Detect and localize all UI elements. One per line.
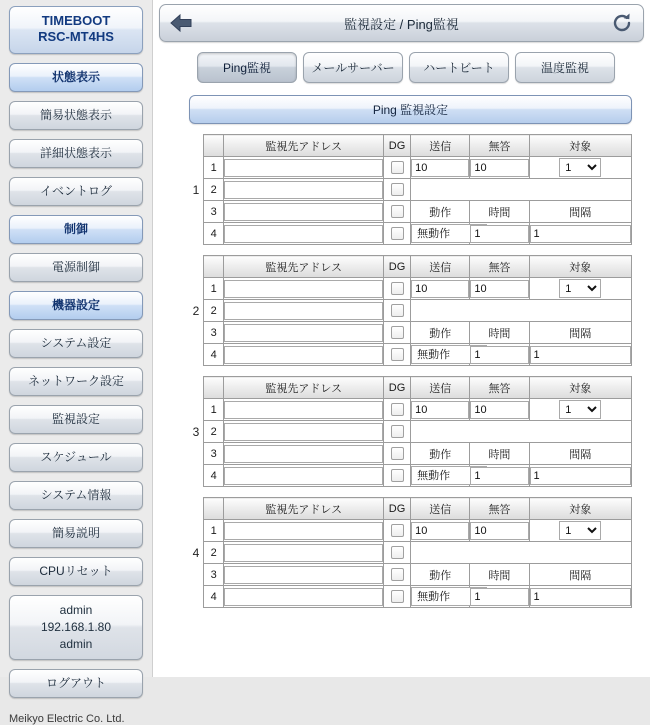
ping-block — [189, 497, 632, 608]
table-header-row — [204, 256, 632, 278]
address-input[interactable] — [224, 159, 382, 177]
address-input[interactable] — [224, 544, 382, 562]
table-row — [204, 421, 632, 443]
brand-line1: TIMEBOOT — [41, 13, 111, 28]
action-select-cell — [411, 586, 470, 608]
account-name: admin — [59, 636, 93, 651]
target-select-cell — [529, 399, 631, 421]
header-time: 時間 — [470, 443, 529, 465]
company-footer: Meikyo Electric Co. Ltd. — [9, 712, 125, 725]
target-select-cell — [529, 157, 631, 179]
dg-checkbox[interactable] — [383, 564, 410, 586]
row-number: 4 — [204, 465, 224, 487]
header-target: 対象 — [529, 498, 631, 520]
header-blank — [204, 256, 224, 278]
table-row — [204, 322, 632, 344]
sidebar-brand — [9, 6, 143, 54]
header-address: 監視先アドレス — [224, 498, 383, 520]
header-target: 対象 — [529, 377, 631, 399]
sidebar-section-status[interactable]: 状態表示 — [9, 63, 143, 92]
row-number: 3 — [204, 564, 224, 586]
dg-checkbox[interactable] — [383, 542, 410, 564]
address-input[interactable] — [224, 203, 382, 221]
account-ip: 192.168.1.80 — [40, 619, 112, 634]
send-input[interactable] — [411, 522, 469, 540]
ping-table — [203, 255, 632, 366]
ping-table — [203, 497, 632, 608]
block-index: 4 — [192, 545, 200, 560]
header-dg: DG — [383, 377, 410, 399]
row-number: 3 — [204, 443, 224, 465]
row-number: 2 — [204, 421, 224, 443]
dg-checkbox[interactable] — [383, 520, 410, 542]
back-arrow-icon[interactable] — [168, 12, 194, 34]
address-input[interactable] — [224, 181, 382, 199]
logout-button[interactable]: ログアウト — [9, 669, 143, 698]
empty-cell — [411, 542, 632, 564]
row-number: 2 — [204, 300, 224, 322]
action-select-cell — [411, 344, 470, 366]
sidebar-item-cpu-reset[interactable]: CPUリセット — [9, 557, 143, 586]
interval-input[interactable] — [530, 225, 631, 243]
noreply-input[interactable] — [470, 159, 528, 177]
interval-input[interactable] — [530, 467, 631, 485]
header-action: 動作 — [411, 322, 470, 344]
empty-cell — [411, 300, 632, 322]
table-row — [204, 300, 632, 322]
table-header-row — [204, 377, 632, 399]
tab-bar — [153, 42, 650, 83]
sidebar-item-network-settings[interactable]: ネットワーク設定 — [9, 367, 143, 396]
table-row — [204, 179, 632, 201]
dg-checkbox[interactable] — [383, 443, 410, 465]
account-info-panel — [9, 595, 143, 660]
row-number: 3 — [204, 322, 224, 344]
dg-checkbox[interactable] — [383, 421, 410, 443]
page-header — [159, 4, 644, 42]
tab-heartbeat[interactable]: ハートビート — [409, 52, 509, 83]
target-select[interactable] — [559, 400, 601, 419]
row-number: 1 — [204, 157, 224, 179]
send-input[interactable] — [411, 159, 469, 177]
tab-mail-server[interactable]: メールサーバー — [303, 52, 403, 83]
header-noreply: 無答 — [470, 377, 529, 399]
ping-block — [189, 255, 632, 366]
row-number: 1 — [204, 278, 224, 300]
block-index: 1 — [192, 182, 200, 197]
header-interval: 間隔 — [529, 201, 631, 223]
row-number: 2 — [204, 542, 224, 564]
target-select[interactable] — [559, 279, 601, 298]
dg-checkbox[interactable] — [383, 586, 410, 608]
block-index: 3 — [192, 424, 200, 439]
header-address: 監視先アドレス — [224, 256, 383, 278]
header-interval: 間隔 — [529, 443, 631, 465]
header-send: 送信 — [411, 377, 470, 399]
noreply-input[interactable] — [470, 522, 528, 540]
target-select-cell — [529, 278, 631, 300]
empty-cell — [411, 179, 632, 201]
table-row — [204, 399, 632, 421]
time-input[interactable] — [470, 467, 528, 485]
row-number: 4 — [204, 586, 224, 608]
header-blank — [204, 135, 224, 157]
row-number: 1 — [204, 520, 224, 542]
dg-checkbox[interactable] — [383, 223, 410, 245]
header-action: 動作 — [411, 443, 470, 465]
time-input[interactable] — [470, 225, 528, 243]
header-interval: 間隔 — [529, 322, 631, 344]
address-input[interactable] — [224, 467, 382, 485]
action-select-cell — [411, 223, 470, 245]
table-row — [204, 344, 632, 366]
main-content — [152, 0, 650, 677]
table-row — [204, 586, 632, 608]
sidebar-item-event-log[interactable]: イベントログ — [9, 177, 143, 206]
header-noreply: 無答 — [470, 256, 529, 278]
noreply-input[interactable] — [470, 280, 528, 298]
dg-checkbox[interactable] — [383, 179, 410, 201]
header-send: 送信 — [411, 135, 470, 157]
address-input[interactable] — [224, 225, 382, 243]
row-number: 1 — [204, 399, 224, 421]
table-row — [204, 465, 632, 487]
tab-ping-monitor[interactable]: Ping監視 — [197, 52, 297, 83]
table-row — [204, 443, 632, 465]
address-input[interactable] — [224, 522, 382, 540]
header-noreply: 無答 — [470, 135, 529, 157]
table-row — [204, 223, 632, 245]
ping-table — [203, 134, 632, 245]
table-header-row — [204, 135, 632, 157]
sidebar — [0, 0, 152, 725]
dg-checkbox[interactable] — [383, 465, 410, 487]
sidebar-section-control[interactable]: 制御 — [9, 215, 143, 244]
empty-cell — [411, 421, 632, 443]
sidebar-item-power-control[interactable]: 電源制御 — [9, 253, 143, 282]
header-address: 監視先アドレス — [224, 377, 383, 399]
header-dg: DG — [383, 498, 410, 520]
tab-temperature-monitor[interactable]: 温度監視 — [515, 52, 615, 83]
address-input[interactable] — [224, 302, 382, 320]
address-input[interactable] — [224, 566, 382, 584]
address-input[interactable] — [224, 324, 382, 342]
time-input[interactable] — [470, 588, 528, 606]
address-input[interactable] — [224, 346, 382, 364]
dg-checkbox[interactable] — [383, 399, 410, 421]
send-input[interactable] — [411, 280, 469, 298]
header-noreply: 無答 — [470, 498, 529, 520]
header-blank — [204, 377, 224, 399]
interval-input[interactable] — [530, 588, 631, 606]
header-target: 対象 — [529, 135, 631, 157]
header-dg: DG — [383, 135, 410, 157]
send-input[interactable] — [411, 401, 469, 419]
header-address: 監視先アドレス — [224, 135, 383, 157]
sidebar-item-system-info[interactable]: システム情報 — [9, 481, 143, 510]
table-header-row — [204, 498, 632, 520]
header-time: 時間 — [470, 564, 529, 586]
row-number: 4 — [204, 223, 224, 245]
sidebar-item-simple-status[interactable]: 簡易状態表示 — [9, 101, 143, 130]
time-input[interactable] — [470, 346, 528, 364]
table-row — [204, 520, 632, 542]
address-input[interactable] — [224, 445, 382, 463]
sidebar-item-system-settings[interactable]: システム設定 — [9, 329, 143, 358]
brand-line2: RSC-MT4HS — [38, 29, 114, 45]
ping-table — [203, 376, 632, 487]
table-row — [204, 564, 632, 586]
sidebar-item-monitor-settings[interactable]: 監視設定 — [9, 405, 143, 434]
ping-block — [189, 134, 632, 245]
dg-checkbox[interactable] — [383, 278, 410, 300]
target-select[interactable] — [559, 521, 601, 540]
reload-icon[interactable] — [611, 12, 633, 34]
table-row — [204, 157, 632, 179]
header-target: 対象 — [529, 256, 631, 278]
dg-checkbox[interactable] — [383, 322, 410, 344]
section-title: Ping 監視設定 — [189, 95, 632, 124]
row-number: 2 — [204, 179, 224, 201]
header-time: 時間 — [470, 201, 529, 223]
row-number: 4 — [204, 344, 224, 366]
header-action: 動作 — [411, 564, 470, 586]
account-user: admin — [59, 602, 93, 617]
sidebar-section-device-settings[interactable]: 機器設定 — [9, 291, 143, 320]
page-title: 監視設定 / Ping監視 — [344, 16, 459, 32]
table-row — [204, 201, 632, 223]
dg-checkbox[interactable] — [383, 344, 410, 366]
dg-checkbox[interactable] — [383, 157, 410, 179]
header-time: 時間 — [470, 322, 529, 344]
dg-checkbox[interactable] — [383, 300, 410, 322]
block-index: 2 — [192, 303, 200, 318]
header-interval: 間隔 — [529, 564, 631, 586]
header-action: 動作 — [411, 201, 470, 223]
address-input[interactable] — [224, 588, 382, 606]
ping-block — [189, 376, 632, 487]
address-input[interactable] — [224, 280, 382, 298]
sidebar-item-schedule[interactable]: スケジュール — [9, 443, 143, 472]
table-row — [204, 542, 632, 564]
interval-input[interactable] — [530, 346, 631, 364]
table-row — [204, 278, 632, 300]
target-select[interactable] — [559, 158, 601, 177]
header-dg: DG — [383, 256, 410, 278]
address-input[interactable] — [224, 423, 382, 441]
sidebar-item-detail-status[interactable]: 詳細状態表示 — [9, 139, 143, 168]
row-number: 3 — [204, 201, 224, 223]
header-blank — [204, 498, 224, 520]
action-select-cell — [411, 465, 470, 487]
header-send: 送信 — [411, 256, 470, 278]
noreply-input[interactable] — [470, 401, 528, 419]
dg-checkbox[interactable] — [383, 201, 410, 223]
header-send: 送信 — [411, 498, 470, 520]
target-select-cell — [529, 520, 631, 542]
sidebar-item-quick-help[interactable]: 簡易説明 — [9, 519, 143, 548]
address-input[interactable] — [224, 401, 382, 419]
